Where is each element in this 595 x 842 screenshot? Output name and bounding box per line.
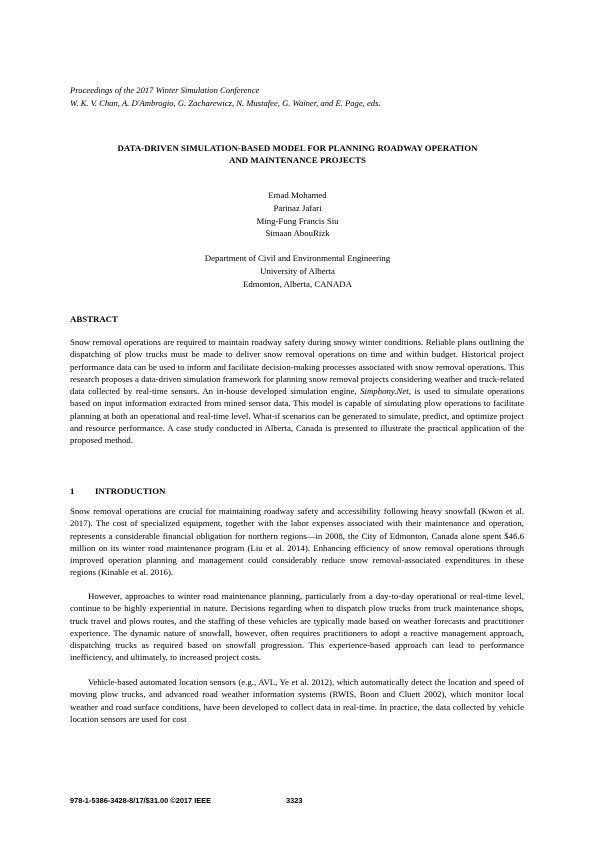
introduction-paragraph-2: However, approaches to winter road maintenance planning, particularly from a day-to-day operational or real-time level, continue to be highly experiential in nature. Decisions regarding when to dispatch plow trucks from truck maintenance shops, truck travel and plows routes, and the staffing of these vehicles are typically made based on weather forecasts and practitioner experience. The dynamic nature of snowfall, however, often requires practitioners to adopt a reactive management approach, dispatching trucks as required based on snowfall progression. This experience-based approach can lead to performance inefficiency, and ultimately, to increased project costs.	[70, 591, 524, 663]
introduction-paragraph-1: Snow removal operations are crucial for maintaining roadway safety and accessibility following heavy snowfall (Kwon et al. 2017). The cost of specialized equipment, together with the labor expenses associated with their maintenance and operation, represents a considerable financial obligation for northern regions—in 2008, the City of Edmonton, Canada alone spent $46.6 million on its winter road maintenance program (Liu et al. 2014). Enhancing efficiency of snow removal operations through improved operation planning and management could considerably reduce snow removal-associated expenditures in these regions (Kinable et al. 2016).	[70, 506, 524, 578]
author-name: Ming-Fung Francis Siu	[256, 215, 339, 226]
author-name: Emad Mohamed	[268, 190, 327, 200]
author-name: Parinaz Jafari	[273, 202, 322, 213]
abstract-paragraph	[70, 336, 524, 447]
introduction-paragraph-3: Vehicle-based automated location sensors (e.g., AVL, Ye et al. 2012), which automatically detect the location and speed of moving plow trucks, and advanced road weather information systems (RWIS, Boon and Cluett 2002), which monitor local weather and road surface conditions, have been developed to collect data in real-time. In practice, the data collected by vehicle location sensors are used for cost	[70, 677, 524, 724]
section-number: 1	[70, 486, 75, 496]
affiliation-university: University of Alberta	[260, 265, 335, 276]
proceedings-header	[70, 84, 530, 109]
title-line-1: DATA-DRIVEN SIMULATION-BASED MODEL FOR PLANNING ROADWAY OPERATION	[117, 143, 478, 153]
author-list	[0, 189, 595, 240]
author-name: Simaan AbouRizk	[265, 228, 330, 239]
abstract-heading: ABSTRACT	[70, 314, 118, 324]
section-title: INTRODUCTION	[95, 486, 166, 496]
affiliation	[0, 252, 595, 290]
title-line-2: AND MAINTENANCE PROJECTS	[229, 155, 366, 166]
abstract-text-part-2: , is used to simulate operations based on input information extracted from mined sensor data. This model is capable of simulating plow operations to facilitate planning at both an operational and real-time level. What-if scenarios can be generated to simulate, predict, and optimize project and resource performance. A case study conducted in Alberta, Canada is presented to illustrate the practical application of the proposed method.	[70, 386, 524, 446]
footer-isbn: 978-1-5386-3428-8/17/$31.00 ©2017 IEEE	[70, 796, 212, 805]
affiliation-location: Edmonton, Alberta, CANADA	[243, 278, 352, 289]
introduction-heading	[70, 486, 165, 496]
simulation-engine-name: Simphony.Net	[360, 386, 409, 397]
affiliation-department: Department of Civil and Environmental Engineering	[204, 253, 391, 263]
proceedings-line-1: Proceedings of the 2017 Winter Simulation Conference	[70, 85, 260, 95]
abstract-text-part-1: Snow removal operations are required to maintain roadway safety during snowy winter conditions. Reliable plans outlining the dispatching of plow trucks must be made to deliver snow removal operations on time and within budget. Historical project performance data can be used to inform and facilitate decision-making processes associated with snow removal operations. This research proposes a data-driven simulation framework for planning snow removal projects considering weather and truck-related data collected by real-time sensors. An in-house developed simulation engine,	[70, 337, 524, 397]
proceedings-line-2: W. K. V. Chan, A. D'Ambrogio, G. Zacharewicz, N. Mustafee, G. Wainer, and E. Page, eds.	[70, 97, 381, 108]
footer-page-number: 3323	[286, 796, 303, 805]
paper-title	[70, 142, 525, 166]
